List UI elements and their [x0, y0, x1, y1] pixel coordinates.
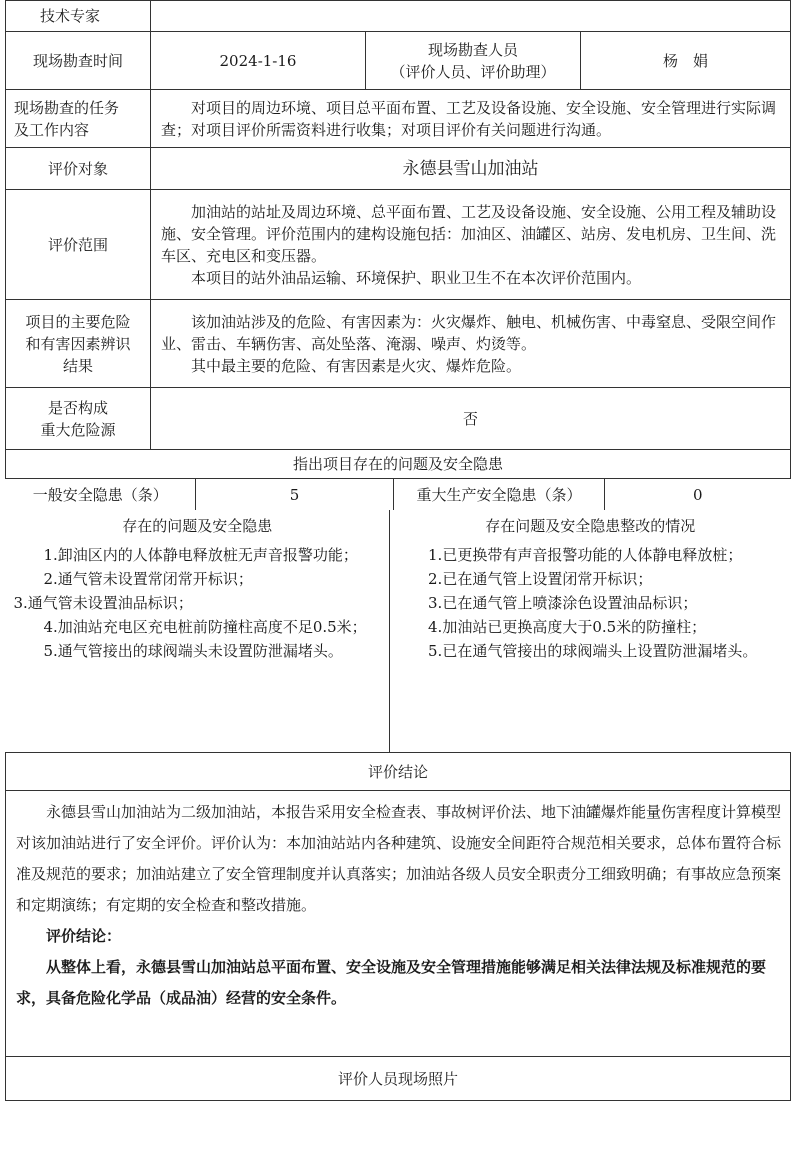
general-hazard-count: 5 [196, 479, 394, 510]
photos-header: 评价人员现场照片 [6, 1057, 791, 1101]
row-conclusion [6, 791, 791, 1057]
task-label [6, 90, 151, 148]
issues-list-container [6, 541, 791, 753]
fix-item-3: 3.已在通气管上喷漆涂色设置油品标识； [428, 594, 698, 612]
survey-time-value: 2024-1-16 [151, 32, 366, 90]
hazard-label [6, 300, 151, 388]
survey-time-label: 现场勘查时间 [6, 32, 151, 90]
problems-column-header: 存在的问题及安全隐患 [6, 510, 390, 541]
object-value: 永德县雪山加油站 [151, 148, 791, 190]
scope-text-cell [151, 190, 791, 300]
conclusion-header: 评价结论 [6, 753, 791, 791]
counts-container [6, 479, 791, 511]
expert-label: 技术专家 [6, 1, 151, 32]
general-hazard-label: 一般安全隐患（条） [6, 479, 196, 510]
expert-value [151, 1, 791, 32]
conclusion-bold-title: 评价结论： [46, 927, 122, 945]
problem-item-5: 5.通气管接出的球阀端头未设置防泄漏堵头。 [43, 642, 343, 660]
fix-item-1: 1.已更换带有声音报警功能的人体静电释放桩； [428, 546, 743, 564]
hazard-label-line1: 项目的主要危险 [25, 312, 131, 331]
counts-table [6, 479, 791, 510]
fix-item-4: 4.加油站已更换高度大于0.5米的防撞柱； [428, 618, 707, 636]
hazard-label-line3: 结果 [62, 356, 93, 375]
row-columns-header [6, 510, 791, 541]
problem-item-3: 3.通气管未设置油品标识； [13, 594, 193, 612]
scope-paragraph-1: 加油站的站址及周边环境、总平面布置、工艺及设备设施、安全设施、公用工程及辅助设施、安全管理。评价范围内的建构设施包括：加油区、油罐区、站房、发电机房、卫生间、洗车区、充电区和变压器。 [161, 202, 777, 265]
major-hazard-value: 否 [151, 388, 791, 450]
major-hazard-label-line1: 是否构成 [47, 398, 108, 417]
row-counts [6, 479, 791, 511]
problem-item-1: 1.卸油区内的人体静电释放桩无声音报警功能； [43, 546, 358, 564]
survey-people-value: 杨 娟 [581, 32, 791, 90]
problem-item-2: 2.通气管未设置常闭常开标识； [43, 570, 253, 588]
scope-label: 评价范围 [6, 190, 151, 300]
task-label-line1: 现场勘查的任务 [14, 98, 120, 117]
fix-item-2: 2.已在通气管上设置闭常开标识； [428, 570, 653, 588]
conclusion-body [6, 791, 791, 1057]
task-label-line2: 及工作内容 [14, 120, 90, 139]
issues-list-table [6, 541, 791, 752]
row-hazard [6, 300, 791, 388]
columns-header-table [6, 510, 791, 541]
row-photos-header [6, 1057, 791, 1101]
fixes-column-header: 存在问题及安全隐患整改的情况 [390, 510, 791, 541]
survey-people-label [366, 32, 581, 90]
major-hazard-count-label: 重大生产安全隐患（条） [394, 479, 605, 510]
task-text: 对项目的周边环境、项目总平面布置、工艺及设备设施、安全设施、安全管理进行实际调查；对项目评价所需资料进行收集；对项目评价有关问题进行沟通。 [161, 98, 777, 139]
evaluation-report-page [5, 0, 790, 1101]
hazard-text-cell [151, 300, 791, 388]
task-text-cell [151, 90, 791, 148]
problems-list [6, 541, 390, 752]
row-issues-header [6, 450, 791, 479]
row-survey [6, 32, 791, 90]
row-object [6, 148, 791, 190]
row-task [6, 90, 791, 148]
conclusion-bold-text: 从整体上看，永德县雪山加油站总平面布置、安全设施及安全管理措施能够满足相关法律法规及标准规范的要求，具备危险化学品（成品油）经营的安全条件。 [16, 958, 767, 1007]
row-scope [6, 190, 791, 300]
survey-people-label-line1: 现场勘查人员 [427, 40, 518, 59]
major-hazard-count: 0 [605, 479, 791, 510]
hazard-label-line2: 和有害因素辨识 [25, 334, 131, 353]
issues-header: 指出项目存在的问题及安全隐患 [6, 450, 791, 479]
row-conclusion-header [6, 753, 791, 791]
fix-item-5: 5.已在通气管接出的球阀端头上设置防泄漏堵头。 [428, 642, 758, 660]
hazard-paragraph-1: 该加油站涉及的危险、有害因素为：火灾爆炸、触电、机械伤害、中毒窒息、受限空间作业、雷击、车辆伤害、高处坠落、淹溺、噪声、灼烫等。 [161, 312, 777, 353]
scope-paragraph-2: 本项目的站外油品运输、环境保护、职业卫生不在本次评价范围内。 [191, 268, 642, 287]
row-issues-list [6, 541, 791, 753]
columns-header-container [6, 510, 791, 541]
problem-item-4: 4.加油站充电区充电桩前防撞柱高度不足0.5米； [43, 618, 367, 636]
report-table [5, 0, 791, 1101]
object-label: 评价对象 [6, 148, 151, 190]
conclusion-paragraph: 永德县雪山加油站为二级加油站，本报告采用安全检查表、事故树评价法、地下油罐爆炸能量伤害程度计算模型对该加油站进行了安全评价。评价认为：本加油站站内各种建筑、设施安全间距符合规范相关要求，总体布置符合标准及规范的要求；加油站建立了安全管理制度并认真落实；加油站各级人员安全职责分工细致明确；有事故应急预案和定期演练；有定期的安全检查和整改措施。 [16, 803, 782, 914]
row-major-hazard [6, 388, 791, 450]
row-expert [6, 1, 791, 32]
major-hazard-label [6, 388, 151, 450]
major-hazard-label-line2: 重大危险源 [40, 420, 116, 439]
fixes-list [390, 541, 791, 752]
survey-people-label-line2: （评价人员、评价助理） [390, 62, 556, 81]
hazard-paragraph-2: 其中最主要的危险、有害因素是火灾、爆炸危险。 [191, 356, 522, 375]
